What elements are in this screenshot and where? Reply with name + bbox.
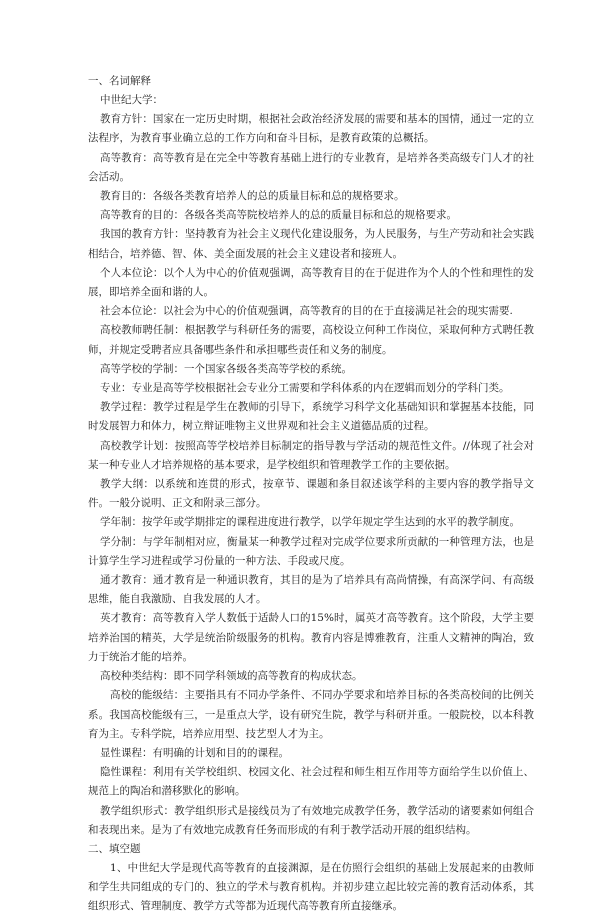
definition-teacher-appointment-system: 高校教师聘任制：根据教学与科研任务的需要，高校设立何种工作岗位，采取何种方式聘任教师，并规定受聘者应具备哪些条件和承担哪些责任和义务的制度。 xyxy=(88,324,534,356)
definition-academic-year-system: 学年制：按学年或学期排定的课程进度进行教学，以学年规定学生达到的水平的教学制度。 xyxy=(100,516,520,529)
definition-teaching-plan: 高校教学计划：按照高等学校培养目标制定的指导教与学活动的规范性文件。//体现了社会对某一种专业人才培养规格的基本要求，是学校组织和管理教学工作的主要依据。 xyxy=(88,439,534,471)
definition-medieval-university: 中世纪大学： xyxy=(100,94,163,106)
definition-school-system: 高等学校的学制：一个国家各级各类高等学校的系统。 xyxy=(100,362,352,375)
definition-hidden-curriculum: 隐性课程：利用有关学校组织、校园文化、社会过程和师生相互作用等方面给学生以价值上、规范上的陶冶和潜移默化的影响。 xyxy=(88,766,534,798)
definition-teaching-process: 教学过程：教学过程是学生在教师的引导下，系统学习科学文化基础知识和掌握基本技能，同时发展智力和体力，树立辩证唯物主义世界观和社会主义道德品质的过程。 xyxy=(88,401,534,433)
fill-in-item-1: 1、中世纪大学是现代高等教育的直接渊源，是在仿照行会组织的基础上发展起来的由教师和学生共同组成的专门的、独立的学术与教育机构。并初步建立起比较完善的教育活动体系，其组织形式、管理制度、教学方式等都为近现代高等教育所直接继承。 xyxy=(88,861,534,913)
definition-higher-education: 高等教育：高等教育是在完全中等教育基础上进行的专业教育，是培养各类高级专门人才的社会活动。 xyxy=(88,151,534,183)
definition-syllabus: 教学大纲：以系统和连贯的形式，按章节、课题和条目叙述该学科的主要内容的教学指导文件。一般分说明、正文和附录三部分。 xyxy=(88,478,534,510)
definition-higher-education-purpose: 高等教育的目的：各级各类高等院校培养人的总的质量目标和总的规格要求。 xyxy=(100,209,457,222)
section-heading-definitions: 一、名词解释 xyxy=(88,75,151,87)
definition-social-standard-theory: 社会本位论：以社会为中心的价值观强调，高等教育的目的在于直接满足社会的现实需要. xyxy=(100,305,513,318)
definition-institution-type-structure: 高校种类结构：即不同学科领域的高等教育的构成状态。 xyxy=(100,670,363,683)
definition-major: 专业：专业是高等学校根据社会专业分工需要和学科体系的内在逻辑而划分的学科门类。 xyxy=(100,382,510,395)
definition-education-purpose: 教育目的：各级各类教育培养人的总的质量目标和总的规格要求。 xyxy=(100,190,405,203)
definition-elite-education: 英才教育：高等教育入学人数低于适龄人口的15%时，属英才高等教育。这个阶段，大学主要培养治国的精英，大学是统治阶级服务的机构。教育内容是博雅教育，注重人文精神的陶冶，致力于统治才能的培养。 xyxy=(88,612,534,663)
definition-individual-standard-theory: 个人本位论：以个人为中心的价值观强调，高等教育目的在于促进作为个人的个性和理性的发展，即培养全面和谐的人。 xyxy=(88,266,534,299)
definition-teaching-organization-form: 教学组织形式：教学组织形式是接线员为了有效地完成教学任务，教学活动的诸要素如何组合和表现出来。是为了有效地完成教育任务而形成的有利于教学活动开展的组织结构。 xyxy=(88,804,534,836)
definition-general-education: 通才教育：通才教育是一种通识教育，其目的是为了培养具有高尚情操，有高深学问、有高级思维，能自我激励、自我发展的人才。 xyxy=(88,574,534,606)
definition-credit-system: 学分制：与学年制相对应，衡量某一种教学过程对完成学位要求所贡献的一种管理方法，也是计算学生学习进程或学习份量的一种方法、手段或尺度。 xyxy=(88,535,534,567)
definition-national-education-policy: 我国的教育方针：坚持教育为社会主义现代化建设服务，为人民服务，与生产劳动和社会实践相结合，培养德、智、体、美全面发展的社会主义建设者和接班人。 xyxy=(88,228,534,260)
section-heading-fill-in: 二、填空题 xyxy=(88,842,141,855)
definition-explicit-curriculum: 显性课程：有明确的计划和目的的课程。 xyxy=(100,746,289,759)
definition-institution-level-structure: 高校的能级结：主要指具有不同办学条件、不同办学要求和培养目标的各类高校间的比例关系。我国高校能级有三，一是重点大学，设有研究生院，教学与科研并重。一般院校，以本科教育为主。专科学院，培养应用型、技艺型人才为主。 xyxy=(88,689,534,740)
definition-education-policy: 教育方针：国家在一定历史时期，根据社会政治经济发展的需要和基本的国情，通过一定的立法程序，为教育事业确立总的工作方向和奋斗目标，是教育政策的总概括。 xyxy=(88,113,534,145)
